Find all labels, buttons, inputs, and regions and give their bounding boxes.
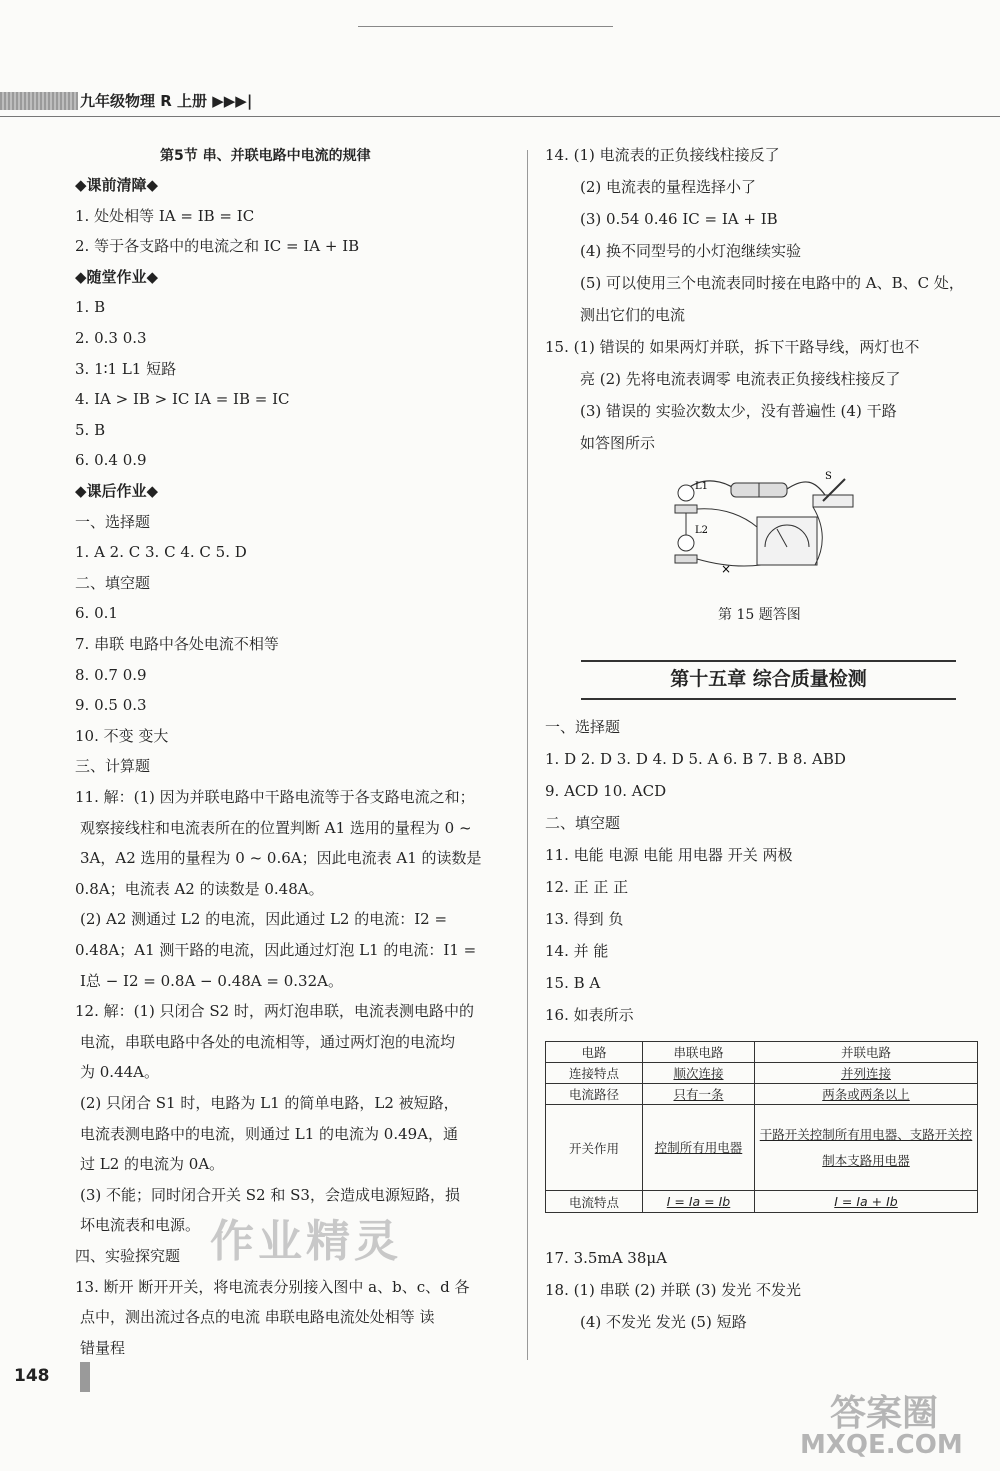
switch-body: [813, 495, 853, 507]
column-divider: [527, 150, 528, 1360]
text-line: (5) 可以使用三个电流表同时接在电路中的 A、B、C 处，: [580, 274, 964, 292]
label-l2: L2: [695, 525, 709, 536]
text-line: 6. 0.1: [75, 604, 118, 623]
text-line: 二、填空题: [545, 814, 621, 832]
label-s: S: [825, 471, 832, 482]
text-line: 观察接线柱和电流表所在的位置判断 A1 选用的量程为 0 ~: [80, 818, 472, 837]
header-bar: [0, 92, 78, 110]
text-line: (3) 0.54 0.46 IC = IA + IB: [580, 210, 778, 228]
running-header: [0, 88, 300, 114]
text-line: 1. B: [75, 298, 106, 317]
lamp-l1-base: [675, 505, 697, 513]
text-line: I总 − I2 = 0.8A − 0.48A = 0.32A。: [80, 971, 343, 990]
text-line: ◆课前清障◆: [75, 176, 159, 194]
svg-text:×: ×: [721, 562, 732, 576]
table-cell: I = Ia + Ib: [755, 1191, 978, 1213]
watermark-logo: 答案圈: [830, 1393, 939, 1434]
table-cell: 连接特点: [546, 1063, 643, 1084]
text-line: 如答图所示: [580, 434, 656, 452]
text-line: 13. 得到 负: [545, 910, 624, 928]
text-line: (4) 不发光 发光 (5) 短路: [580, 1313, 747, 1331]
text-line: 17. 3.5mA 38μA: [545, 1249, 667, 1267]
top-rule: [358, 26, 613, 27]
text-line: 点中，测出流过各点的电流 串联电路电流处处相等 读: [80, 1308, 435, 1327]
text-line: 一、选择题: [545, 718, 621, 736]
text-line: 11. 电能 电源 电能 用电器 开关 两极: [545, 846, 793, 864]
text-line: 3A，A2 选用的量程为 0 ~ 0.6A；因此电流表 A1 的读数是: [80, 849, 482, 868]
table-header: 串联电路: [643, 1042, 755, 1063]
text-line: 电流，串联电路中各处的电流相等，通过两灯泡的电流均: [80, 1032, 456, 1051]
text-line: 4. IA > IB > IC IA = IB = IC: [75, 390, 290, 409]
text-line: 3. 1∶1 L1 短路: [75, 359, 177, 378]
table-header: 并联电路: [755, 1042, 978, 1063]
text-line: 11. 解：(1) 因为并联电路中干路电流等于各支路电流之和；: [75, 788, 475, 806]
table-cell: 并列连接: [755, 1063, 978, 1084]
text-line: (2) 电流表的量程选择小了: [580, 178, 757, 196]
header-rule: [0, 116, 1000, 117]
text-line: 9. ACD 10. ACD: [545, 782, 667, 800]
text-line: 亮 (2) 先将电流表调零 电流表正负接线柱接反了: [580, 370, 901, 388]
header-title-text: 九年级物理 R 上册: [80, 92, 207, 110]
table-cell: 电流特点: [546, 1191, 643, 1213]
text-line: 电流表测电路中的电流，则通过 L1 的电流为 0.49A，通: [80, 1124, 459, 1143]
text-line: (3) 不能；同时闭合开关 S2 和 S3，会造成电源短路，损: [80, 1185, 460, 1204]
text-line: 9. 0.5 0.3: [75, 696, 147, 715]
text-line: 2. 0.3 0.3: [75, 329, 147, 347]
text-line: 15. (1) 错误的 如果两灯并联，拆下干路导线，两灯也不: [545, 338, 920, 356]
text-line: (2) A2 测通过 L2 的电流，因此通过 L2 的电流：I2 =: [80, 910, 448, 929]
text-line: 14. (1) 电流表的正负接线柱接反了: [545, 146, 780, 164]
text-line: 坏电流表和电源。: [80, 1216, 201, 1235]
text-line: 为 0.44A。: [80, 1063, 159, 1082]
table-cell: 电流路径: [546, 1084, 643, 1105]
text-line: 12. 解：(1) 只闭合 S2 时，两灯泡串联，电流表测电路中的: [75, 1002, 474, 1021]
text-line: 四、实验探究题: [75, 1247, 181, 1265]
text-line: ◆随堂作业◆: [75, 267, 159, 286]
lamp-l1: [678, 485, 694, 501]
lamp-l2: [678, 535, 694, 551]
text-line: 12. 正 正 正: [545, 878, 629, 896]
watermark-text: 作业精灵: [210, 1216, 402, 1267]
page-number: 148: [14, 1366, 50, 1386]
circuit-figure: [665, 467, 865, 595]
chapter-title: 第十五章 综合质量检测: [581, 660, 956, 700]
header-arrows-icon: ▶▶▶|: [212, 92, 253, 110]
text-line: (3) 错误的 实验次数太少，没有普遍性 (4) 干路: [580, 402, 897, 420]
page-number-bar: [80, 1362, 90, 1392]
header-title: [80, 90, 252, 111]
label-l1: L1: [695, 481, 709, 492]
text-line: 一、选择题: [75, 512, 151, 531]
text-line: 5. B: [75, 420, 106, 439]
table-cell: 控制所有用电器: [643, 1105, 755, 1191]
text-line: 1. 处处相等 IA = IB = IC: [75, 206, 255, 225]
text-line: 1. D 2. D 3. D 4. D 5. A 6. B 7. B 8. ABD: [545, 750, 846, 768]
text-line: 6. 0.4 0.9: [75, 451, 147, 470]
lamp-l2-base: [675, 555, 697, 563]
text-line: (4) 换不同型号的小灯泡继续实验: [580, 242, 802, 260]
text-line: 15. B A: [545, 974, 601, 992]
table-cell: 干路开关控制所有用电器、支路开关控制本支路用电器: [755, 1105, 978, 1191]
text-line: ◆课后作业◆: [75, 482, 159, 500]
text-line: 7. 串联 电路中各处电流不相等: [75, 635, 279, 653]
table-cell: I = Ia = Ib: [643, 1191, 755, 1213]
table-cell: 顺次连接: [643, 1063, 755, 1084]
text-line: 错量程: [80, 1338, 126, 1357]
text-line: 0.8A；电流表 A2 的读数是 0.48A。: [75, 879, 324, 898]
table-cell: 两条或两条以上: [755, 1084, 978, 1105]
text-line: 二、填空题: [75, 573, 151, 592]
text-line: 14. 并 能: [545, 942, 609, 960]
text-line: (2) 只闭合 S1 时，电路为 L1 的简单电路，L2 被短路，: [80, 1094, 459, 1112]
text-line: 16. 如表所示: [545, 1006, 634, 1024]
text-line: 0.48A；A1 测干路的电流，因此通过灯泡 L1 的电流：I1 =: [75, 941, 477, 959]
table-cell: 只有一条: [643, 1084, 755, 1105]
watermark-site: MXQE.COM: [800, 1430, 963, 1460]
text-line: 18. (1) 串联 (2) 并联 (3) 发光 不发光: [545, 1281, 801, 1299]
text-line: 8. 0.7 0.9: [75, 665, 147, 684]
text-line: 10. 不变 变大: [75, 726, 169, 745]
text-line: 13. 断开 断开开关，将电流表分别接入图中 a、b、c、d 各: [75, 1277, 470, 1296]
text-line: 1. A 2. C 3. C 4. C 5. D: [75, 543, 247, 562]
section-title: 第5节 串、并联电路中电流的规律: [160, 148, 371, 164]
table-header: 电路: [546, 1042, 643, 1063]
table-cell: 开关作用: [546, 1105, 643, 1191]
figure-caption: 第 15 题答图: [718, 607, 801, 623]
text-line: 测出它们的电流: [580, 306, 686, 324]
comparison-table: [545, 1041, 978, 1213]
text-line: 三、计算题: [75, 757, 151, 776]
text-line: 2. 等于各支路中的电流之和 IC = IA + IB: [75, 237, 360, 256]
text-line: 过 L2 的电流为 0A。: [80, 1155, 225, 1174]
